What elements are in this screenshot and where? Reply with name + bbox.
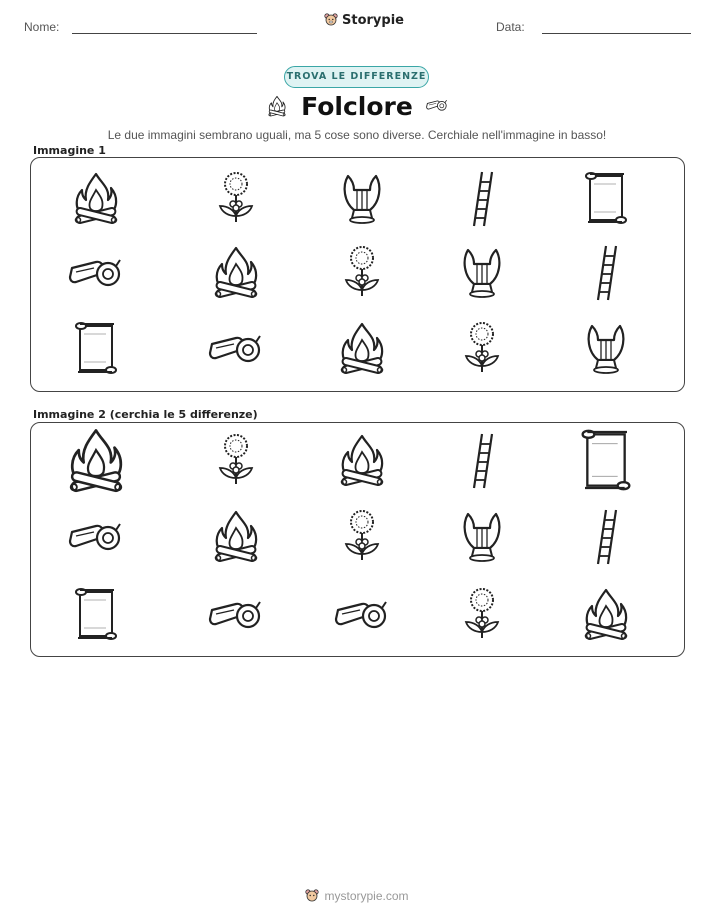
name-line[interactable] (72, 33, 257, 34)
image2-label: Immagine 2 (cerchia le 5 differenze) (33, 408, 258, 421)
fire-icon[interactable] (206, 506, 266, 566)
brand-logo (324, 12, 404, 28)
date-line[interactable] (542, 33, 691, 34)
fire-icon[interactable] (332, 430, 392, 490)
bear-icon (305, 888, 319, 904)
instructions: Le due immagini sembrano uguali, ma 5 cose sono diverse. Cerchiale nell'immagine in basso! (107, 128, 607, 142)
ladder-icon[interactable] (576, 506, 636, 566)
whistle-icon[interactable] (332, 584, 392, 644)
name-label: Nome: (24, 20, 60, 34)
scroll-icon[interactable] (66, 584, 126, 644)
flower-icon (332, 242, 392, 302)
whistle-icon[interactable] (66, 506, 126, 566)
harp-icon (332, 168, 392, 228)
ladder-icon (452, 168, 512, 228)
fire-icon (332, 318, 392, 378)
image1-label: Immagine 1 (33, 144, 106, 157)
scroll-icon (66, 318, 126, 378)
bear-icon (324, 12, 338, 28)
flower-icon[interactable] (206, 430, 266, 490)
brand-name: Storypie (342, 12, 404, 28)
scroll-icon[interactable] (571, 425, 641, 495)
whistle-icon (206, 318, 266, 378)
flower-icon[interactable] (452, 584, 512, 644)
fire-icon (206, 242, 266, 302)
fire-icon (66, 168, 126, 228)
flower-icon[interactable] (332, 506, 392, 566)
footer (0, 888, 714, 904)
harp-icon[interactable] (452, 506, 512, 566)
whistle-icon[interactable] (206, 584, 266, 644)
scroll-icon (576, 168, 636, 228)
footer-url: mystorypie.com (324, 889, 409, 903)
title-fire-icon (265, 92, 289, 120)
date-label: Data: (496, 20, 525, 34)
fire-icon[interactable] (59, 423, 133, 497)
activity-badge: TROVA LE DIFFERENZE (284, 66, 429, 88)
harp-icon (576, 318, 636, 378)
flower-icon (452, 318, 512, 378)
title-whistle-icon (422, 93, 452, 117)
harp-icon (452, 242, 512, 302)
page-title: Folclore (301, 92, 413, 121)
flower-icon (206, 168, 266, 228)
ladder-icon (576, 242, 636, 302)
whistle-icon (66, 242, 126, 302)
fire-icon[interactable] (576, 584, 636, 644)
ladder-icon[interactable] (452, 430, 512, 490)
